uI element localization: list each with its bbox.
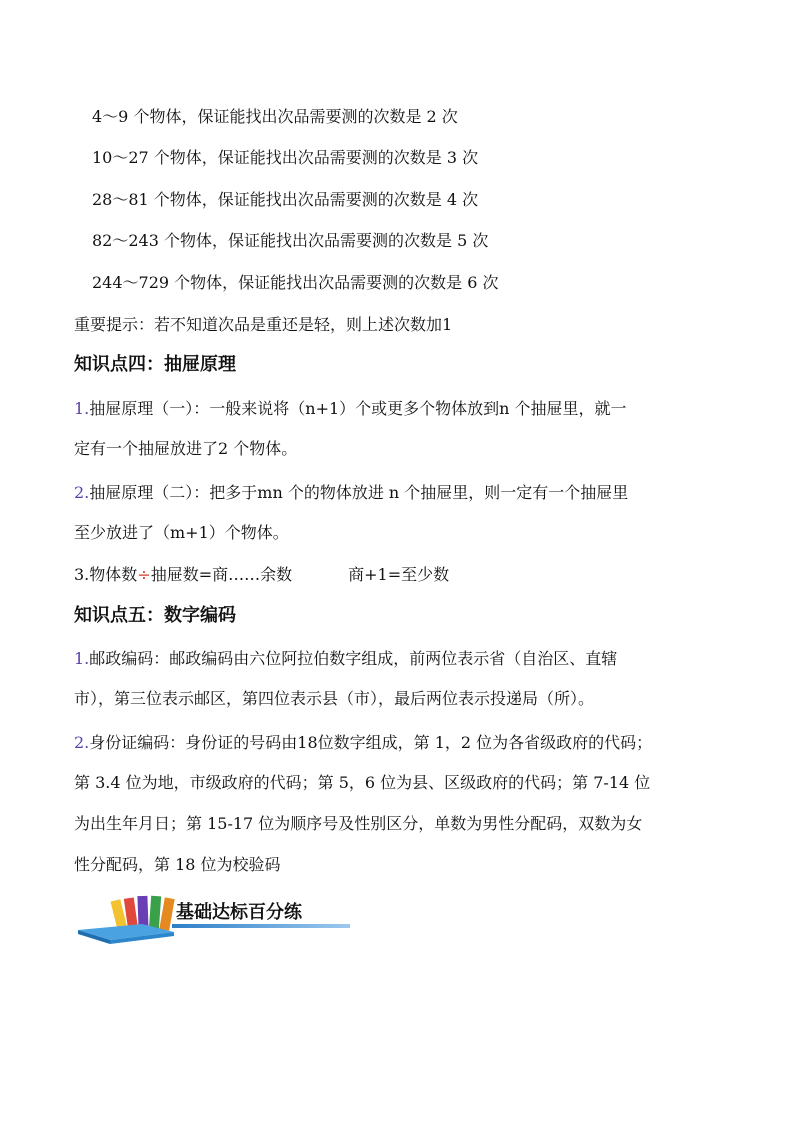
s5-item2-text1: 身份证编码：身份证的号码由18位数字组成，第 1，2 位为各省级政府的代码； xyxy=(89,733,653,752)
s4-item1-text1: 抽屉原理（一）：一般来说将（n+1）个或更多个物体放到n 个抽屉里，就一 xyxy=(89,399,627,418)
s4-item3-line xyxy=(74,564,449,586)
s4-item2-line2: 至少放进了（m+1）个物体。 xyxy=(74,523,289,542)
s4-item3-mid: 抽屉数=商……余数 xyxy=(150,565,293,584)
s4-item1-number: 1. xyxy=(74,399,90,418)
s5-item2-number: 2. xyxy=(74,733,90,752)
important-tip: 重要提示：若不知道次品是重还是轻，则上述次数加1 xyxy=(74,315,453,334)
s4-item1-line1 xyxy=(74,398,627,420)
weighing-line-4: 82～243 个物体，保证能找出次品需要测的次数是 5 次 xyxy=(92,231,489,250)
banner-title: 基础达标百分练 xyxy=(176,902,302,923)
s5-item1-number: 1. xyxy=(74,649,90,668)
books-icon xyxy=(74,890,184,946)
s4-item2-line1 xyxy=(74,482,628,504)
s5-item1-line2: 市），第三位表示邮区，第四位表示县（市），最后两位表示投递局（所）。 xyxy=(74,689,595,708)
s5-item2-line2: 第 3.4 位为地，市级政府的代码；第 5，6 位为县、区级政府的代码；第 7-14 位 xyxy=(74,773,651,792)
s4-item2-text1: 抽屉原理（二）：把多于mn 个的物体放进 n 个抽屉里，则一定有一个抽屉里 xyxy=(89,483,629,502)
s5-item2-line4: 性分配码，第 18 位为校验码 xyxy=(74,855,281,874)
s4-item1-line2: 定有一个抽屉放进了2 个物体。 xyxy=(74,439,298,458)
s5-item2-line3: 为出生年月日；第 15-17 位为顺序号及性别区分，单数为男性分配码，双数为女 xyxy=(74,814,643,833)
divide-operator: ÷ xyxy=(137,565,151,584)
practice-banner xyxy=(74,890,354,946)
s4-item3-prefix: 3.物体数 xyxy=(74,565,138,584)
weighing-line-3: 28～81 个物体，保证能找出次品需要测的次数是 4 次 xyxy=(92,190,479,209)
weighing-line-2: 10～27 个物体，保证能找出次品需要测的次数是 3 次 xyxy=(92,148,479,167)
weighing-line-1: 4～9 个物体，保证能找出次品需要测的次数是 2 次 xyxy=(92,107,458,126)
weighing-line-5: 244～729 个物体，保证能找出次品需要测的次数是 6 次 xyxy=(92,273,499,292)
s4-item3-right: 商+1=至少数 xyxy=(348,565,450,584)
banner-underline xyxy=(172,924,350,928)
s5-item1-text1: 邮政编码：邮政编码由六位阿拉伯数字组成，前两位表示省（自治区、直辖 xyxy=(89,649,618,668)
section-5-heading: 知识点五：数字编码 xyxy=(74,605,236,626)
s5-item2-line1 xyxy=(74,732,652,754)
section-4-heading: 知识点四：抽屉原理 xyxy=(74,354,236,375)
s4-item2-number: 2. xyxy=(74,483,90,502)
s5-item1-line1 xyxy=(74,648,617,670)
